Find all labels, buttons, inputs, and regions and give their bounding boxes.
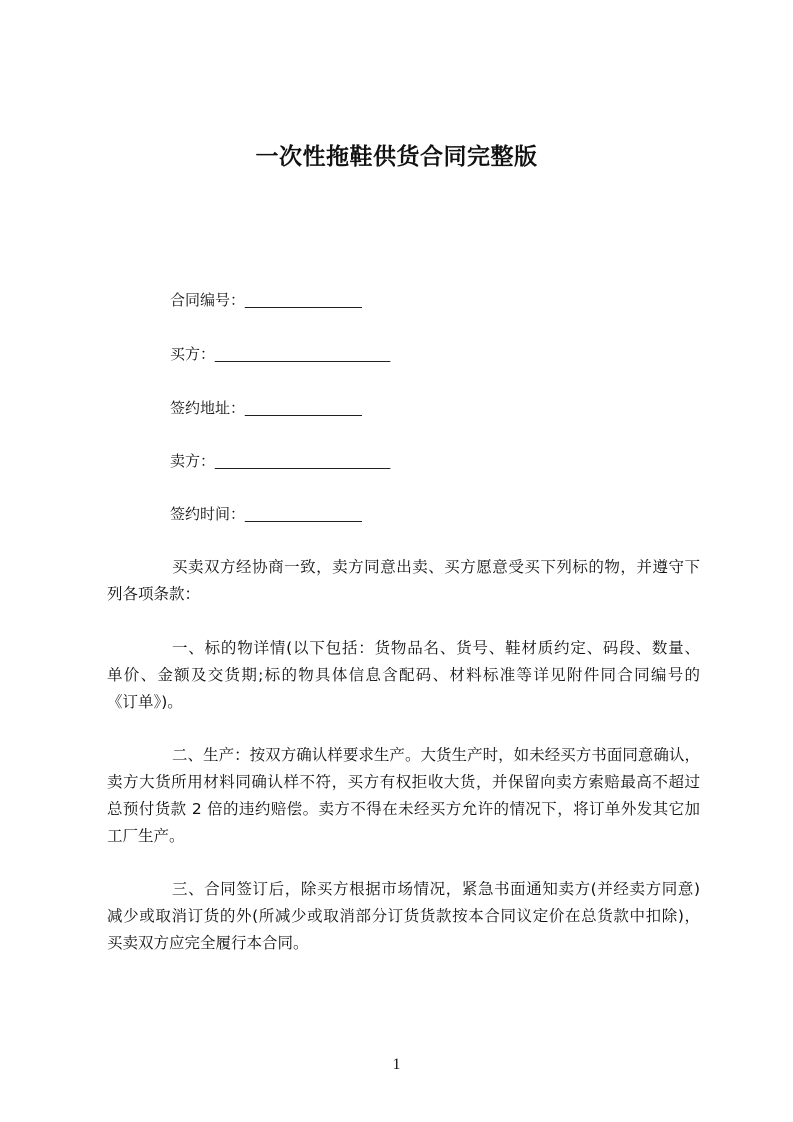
field-label: 合同编号： [170,291,246,309]
paragraph-line: 工厂生产。 [107,827,185,845]
paragraph-line: 《订单》)。 [107,693,183,711]
field-label: 卖方： [170,452,216,470]
field-label: 买方： [170,345,216,363]
clause-three-paragraph [107,876,700,957]
paragraph-line: 卖方大货所用材料同确认样不符，买方有权拒收大货，并保留向卖方索赔最高不超过 [107,773,700,791]
contract-number-field [170,290,362,311]
paragraph-line: 二、生产：按双方确认样要求生产。大货生产时，如未经买方书面同意确认， [172,746,700,764]
paragraph-line: 一、标的物详情(以下包括：货物品名、货号、鞋材质约定、码段、数量、 [172,639,700,657]
page-number: 1 [392,1056,401,1073]
clause-two-paragraph [107,742,700,850]
paragraph-line: 列各项条款： [107,585,201,603]
field-blank-line: ______________ [245,400,362,417]
paragraph-line: 减少或取消订货的外(所减少或取消部分订货货款按本合同议定价在总货款中扣除)， [107,907,700,925]
paragraph-line: 买卖双方应完全履行本合同。 [107,934,309,952]
document-title: 一次性拖鞋供货合同完整版 [255,144,538,170]
signing-address-field [170,398,362,419]
paragraph-line: 总预付货款 2 倍的违约赔偿。卖方不得在未经买方允许的情况下，将订单外发其它加 [107,800,700,818]
field-blank-line: ______________ [245,292,362,309]
field-label: 签约时间： [170,505,246,523]
buyer-field [170,344,390,365]
field-blank-line: _____________________ [215,453,391,470]
clause-one-paragraph [107,635,700,716]
seller-field [170,451,390,472]
paragraph-line: 买卖双方经协商一致，卖方同意出卖、买方愿意受买下列标的物，并遵守下 [172,558,700,576]
field-label: 签约地址： [170,399,246,417]
preamble-paragraph [107,554,700,608]
field-blank-line: ______________ [245,506,362,523]
signing-time-field [170,504,362,525]
paragraph-line: 三、合同签订后，除买方根据市场情况，紧急书面通知卖方(并经卖方同意) [172,880,700,898]
field-blank-line: _____________________ [215,346,391,363]
paragraph-line: 单价、金额及交货期;标的物具体信息含配码、材料标准等详见附件同合同编号的 [107,666,700,684]
